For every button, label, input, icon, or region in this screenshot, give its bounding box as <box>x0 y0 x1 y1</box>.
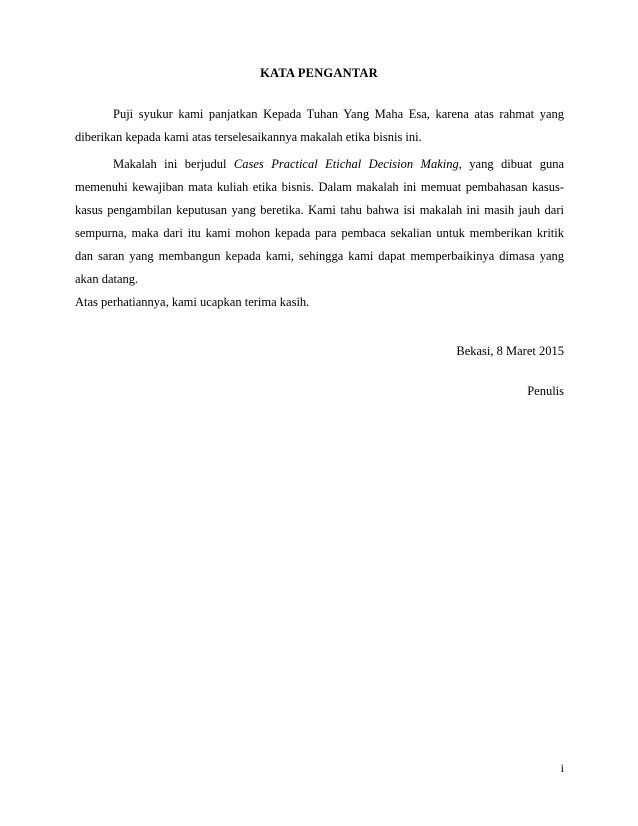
paragraph-description-rest: , yang dibuat guna memenuhi kewajiban mata kuliah etika bisnis. Dalam makalah ini memuat pembahasan kasus-kasus pengambilan keputusan yang beretika. Kami tahu bahwa isi makalah ini masih jauh dari sempurna, maka dari itu kami mohon kepada para pembaca sekalian untuk memberikan kritik dan saran yang membangun kepada kami, sehingga kami dapat memperbaikinya dimasa yang akan datang. <box>75 157 564 286</box>
page-number: i <box>560 761 564 775</box>
place-date: Bekasi, 8 Maret 2015 <box>456 344 564 358</box>
paragraph-thanks: Atas perhatiannya, kami ucapkan terima kasih. <box>75 295 310 309</box>
paper-title-italic: Cases Practical Etichal Decision Making <box>233 157 459 171</box>
page-title: KATA PENGANTAR <box>260 66 378 80</box>
paragraph-opening: Puji syukur kami panjatkan Kepada Tuhan Yang Maha Esa, karena atas rahmat yang diberikan kepada kami atas terselesaikannya makalah etika bisnis ini. <box>75 107 564 144</box>
paragraph-description <box>75 153 564 291</box>
author-signature: Penulis <box>527 384 564 398</box>
paragraph-description-lead: Makalah ini berjudul <box>113 157 234 171</box>
